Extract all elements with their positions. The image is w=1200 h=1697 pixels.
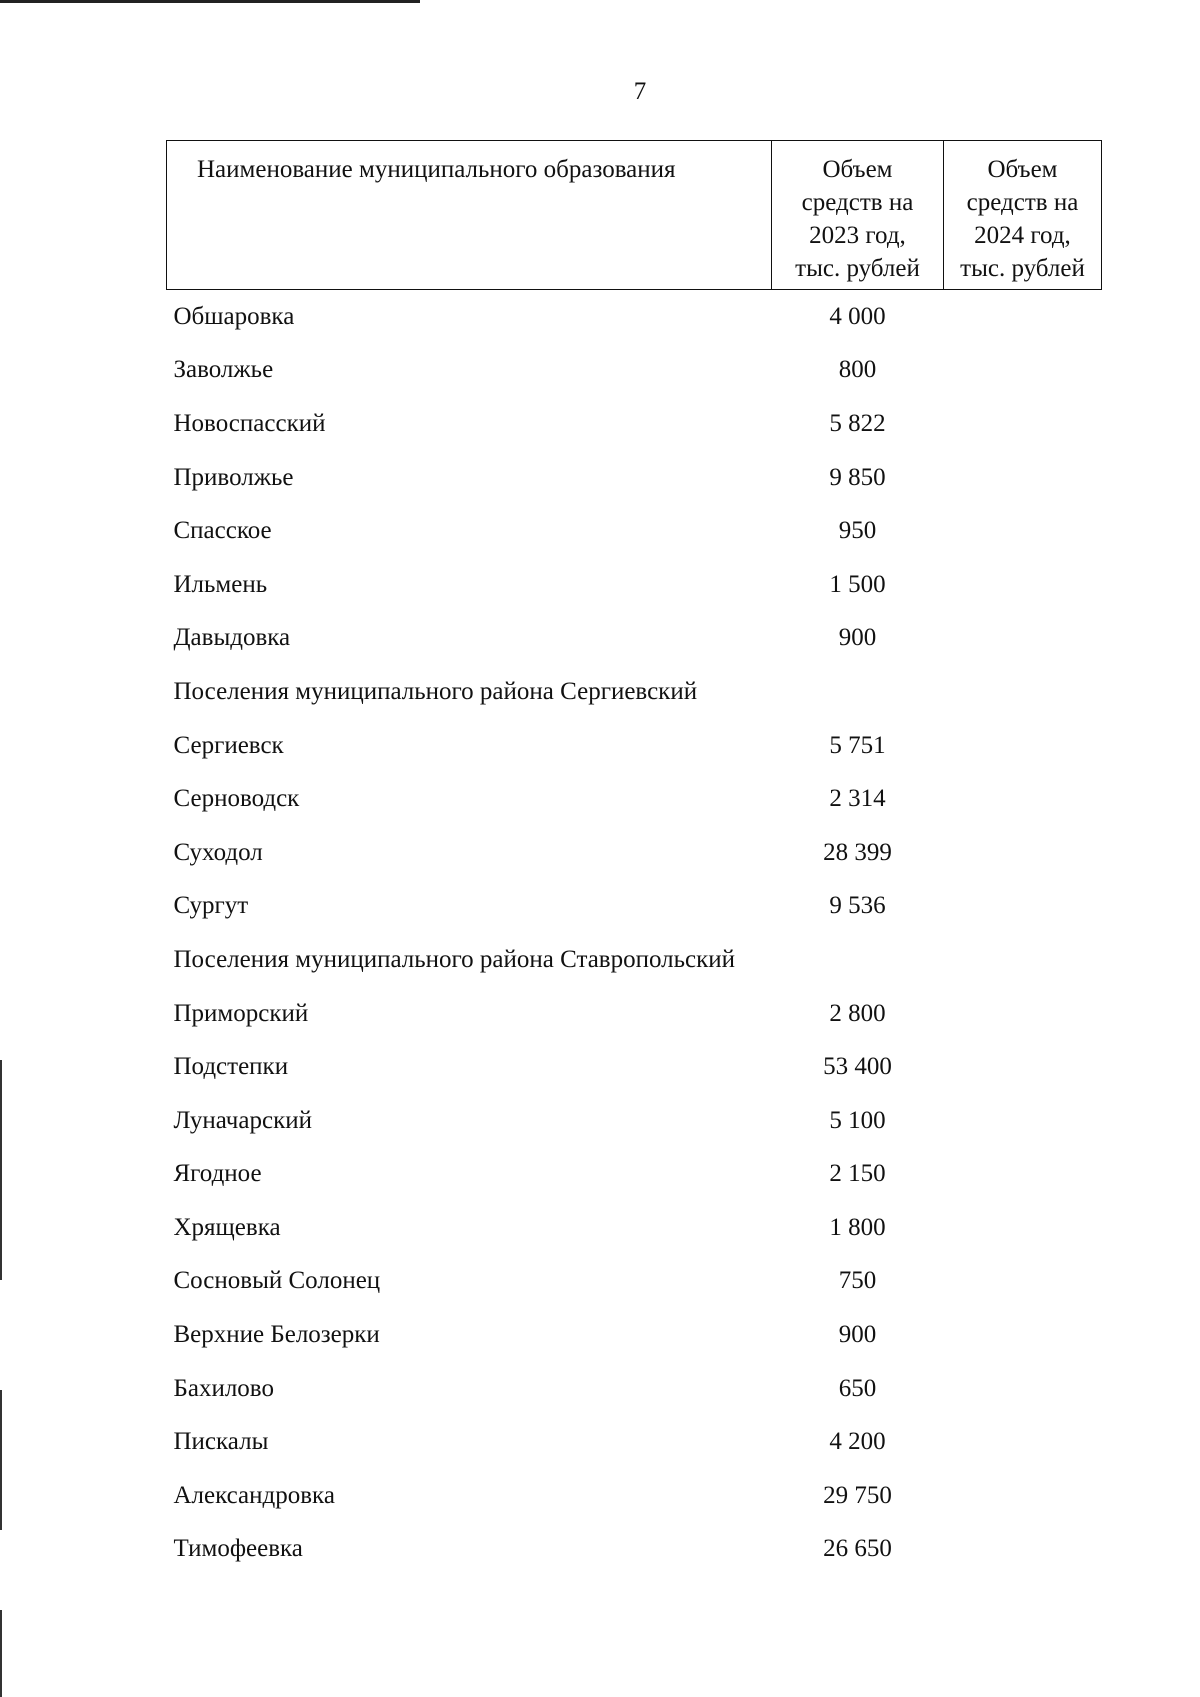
header-2023-line: 2023 год, (809, 222, 906, 249)
volume-2023-cell: 4 200 (829, 1428, 886, 1456)
municipality-name: Сергиевск (173, 731, 284, 759)
volume-2024-cell (944, 1040, 1102, 1094)
volume-2023-cell: 5 100 (829, 1106, 886, 1134)
volume-2023-cell: 28 399 (823, 838, 892, 866)
volume-2023-cell: 800 (838, 356, 877, 384)
header-2024-line: средств на (966, 189, 1079, 216)
municipality-name: Хрящевка (173, 1213, 281, 1241)
volume-2023-cell: 26 650 (823, 1535, 892, 1563)
table-header-row (167, 141, 1102, 290)
header-2024-line: Объем (987, 156, 1058, 183)
volume-2023-cell: 2 150 (829, 1160, 886, 1188)
volume-2024-cell (944, 1201, 1102, 1255)
header-2024-line: тыс. рублей (960, 255, 1085, 282)
table-row (167, 1040, 1102, 1094)
table-row (167, 719, 1102, 773)
municipality-name: Ягодное (173, 1160, 262, 1188)
volume-2023-cell: 2 800 (829, 999, 886, 1027)
scan-edge-left (0, 1390, 2, 1530)
table-row (167, 1094, 1102, 1148)
volume-2023-cell: 900 (838, 624, 877, 652)
volume-2023-cell: 5 751 (829, 731, 886, 759)
volume-2024-cell (944, 290, 1102, 344)
volume-2023-cell: 9 536 (829, 892, 886, 920)
volume-2023-cell: 650 (838, 1374, 877, 1402)
header-2023-line: средств на (801, 189, 914, 216)
volume-2023-cell: 5 822 (829, 409, 886, 437)
table-row (167, 1362, 1102, 1416)
volume-2024-cell (944, 1523, 1102, 1577)
volume-2024-cell (944, 1415, 1102, 1469)
header-2023-line: тыс. рублей (795, 255, 920, 282)
volume-2024-cell (944, 880, 1102, 934)
municipality-name: Приморский (173, 999, 309, 1027)
volume-2023-cell: 750 (838, 1267, 877, 1295)
volume-2023-cell: 950 (838, 517, 877, 545)
volume-2023-cell: 2 314 (829, 785, 886, 813)
table-row (167, 612, 1102, 666)
volume-2023-cell: 9 850 (829, 463, 886, 491)
scan-edge-left (0, 1610, 2, 1697)
volume-2024-cell (944, 1255, 1102, 1309)
table-row (167, 880, 1102, 934)
volume-2024-cell (944, 1362, 1102, 1416)
volume-2024-cell (944, 558, 1102, 612)
volume-2024-cell (944, 1308, 1102, 1362)
volume-2023-cell: 4 000 (829, 302, 886, 330)
table-row (167, 397, 1102, 451)
header-volume-2023 (772, 141, 944, 290)
table-row (167, 1255, 1102, 1309)
scan-edge-left (0, 1060, 2, 1280)
volume-2023-cell: 29 750 (823, 1481, 892, 1509)
volume-2024-cell (944, 1469, 1102, 1523)
header-2024-line: 2024 год, (974, 222, 1071, 249)
section-title: Поселения муниципального района Сергиевский (173, 677, 698, 705)
table-row (167, 504, 1102, 558)
municipality-name: Бахилово (173, 1374, 274, 1402)
table-row (167, 451, 1102, 505)
municipality-name: Сосновый Солонец (173, 1267, 381, 1295)
table-section-row (167, 933, 1102, 987)
header-municipality-name: Наименование муниципального образования (167, 141, 772, 290)
municipality-name: Давыдовка (173, 624, 291, 652)
volume-2023-cell: 1 500 (829, 570, 886, 598)
table-section-row (167, 665, 1102, 719)
volume-2024-cell (944, 826, 1102, 880)
table-row (167, 1308, 1102, 1362)
municipality-name: Приволжье (173, 463, 294, 491)
municipality-name: Александровка (173, 1481, 335, 1509)
volume-2023-cell: 1 800 (829, 1213, 886, 1241)
volume-2023-cell: 900 (838, 1321, 877, 1349)
header-2023-line: Объем (822, 156, 893, 183)
municipality-name: Заволжье (173, 356, 274, 384)
municipal-funding-table (166, 140, 1102, 1576)
table-row (167, 1148, 1102, 1202)
table-row (167, 558, 1102, 612)
table-row (167, 1415, 1102, 1469)
table-row (167, 290, 1102, 344)
municipality-name: Сургут (173, 892, 249, 920)
municipality-name: Тимофеевка (173, 1535, 303, 1563)
volume-2024-cell (944, 612, 1102, 666)
volume-2024-cell (944, 1148, 1102, 1202)
municipality-name: Обшаровка (173, 302, 295, 330)
municipality-name: Пискалы (173, 1428, 269, 1456)
municipality-name: Подстепки (173, 1053, 289, 1081)
volume-2024-cell (944, 344, 1102, 398)
volume-2024-cell (944, 504, 1102, 558)
header-volume-2024 (944, 141, 1102, 290)
volume-2023-cell: 53 400 (823, 1053, 892, 1081)
municipality-name: Луначарский (173, 1106, 312, 1134)
page-number: 7 (633, 78, 647, 105)
municipality-name: Ильмень (173, 570, 268, 598)
volume-2024-cell (944, 1094, 1102, 1148)
table-row (167, 344, 1102, 398)
municipality-name: Новоспасский (173, 409, 326, 437)
table-row (167, 987, 1102, 1041)
volume-2024-cell (944, 719, 1102, 773)
scan-edge-top (0, 0, 420, 3)
table-row (167, 772, 1102, 826)
volume-2024-cell (944, 397, 1102, 451)
table-row (167, 1523, 1102, 1577)
municipality-name: Суходол (173, 838, 263, 866)
table-row (167, 826, 1102, 880)
section-title: Поселения муниципального района Ставропольский (173, 945, 736, 973)
municipality-name: Верхние Белозерки (173, 1321, 380, 1349)
municipality-name: Серноводск (173, 785, 300, 813)
municipality-name: Спасское (173, 517, 272, 545)
table-row (167, 1469, 1102, 1523)
table-row (167, 1201, 1102, 1255)
volume-2024-cell (944, 451, 1102, 505)
volume-2024-cell (944, 987, 1102, 1041)
table-body (167, 290, 1102, 1577)
volume-2024-cell (944, 772, 1102, 826)
